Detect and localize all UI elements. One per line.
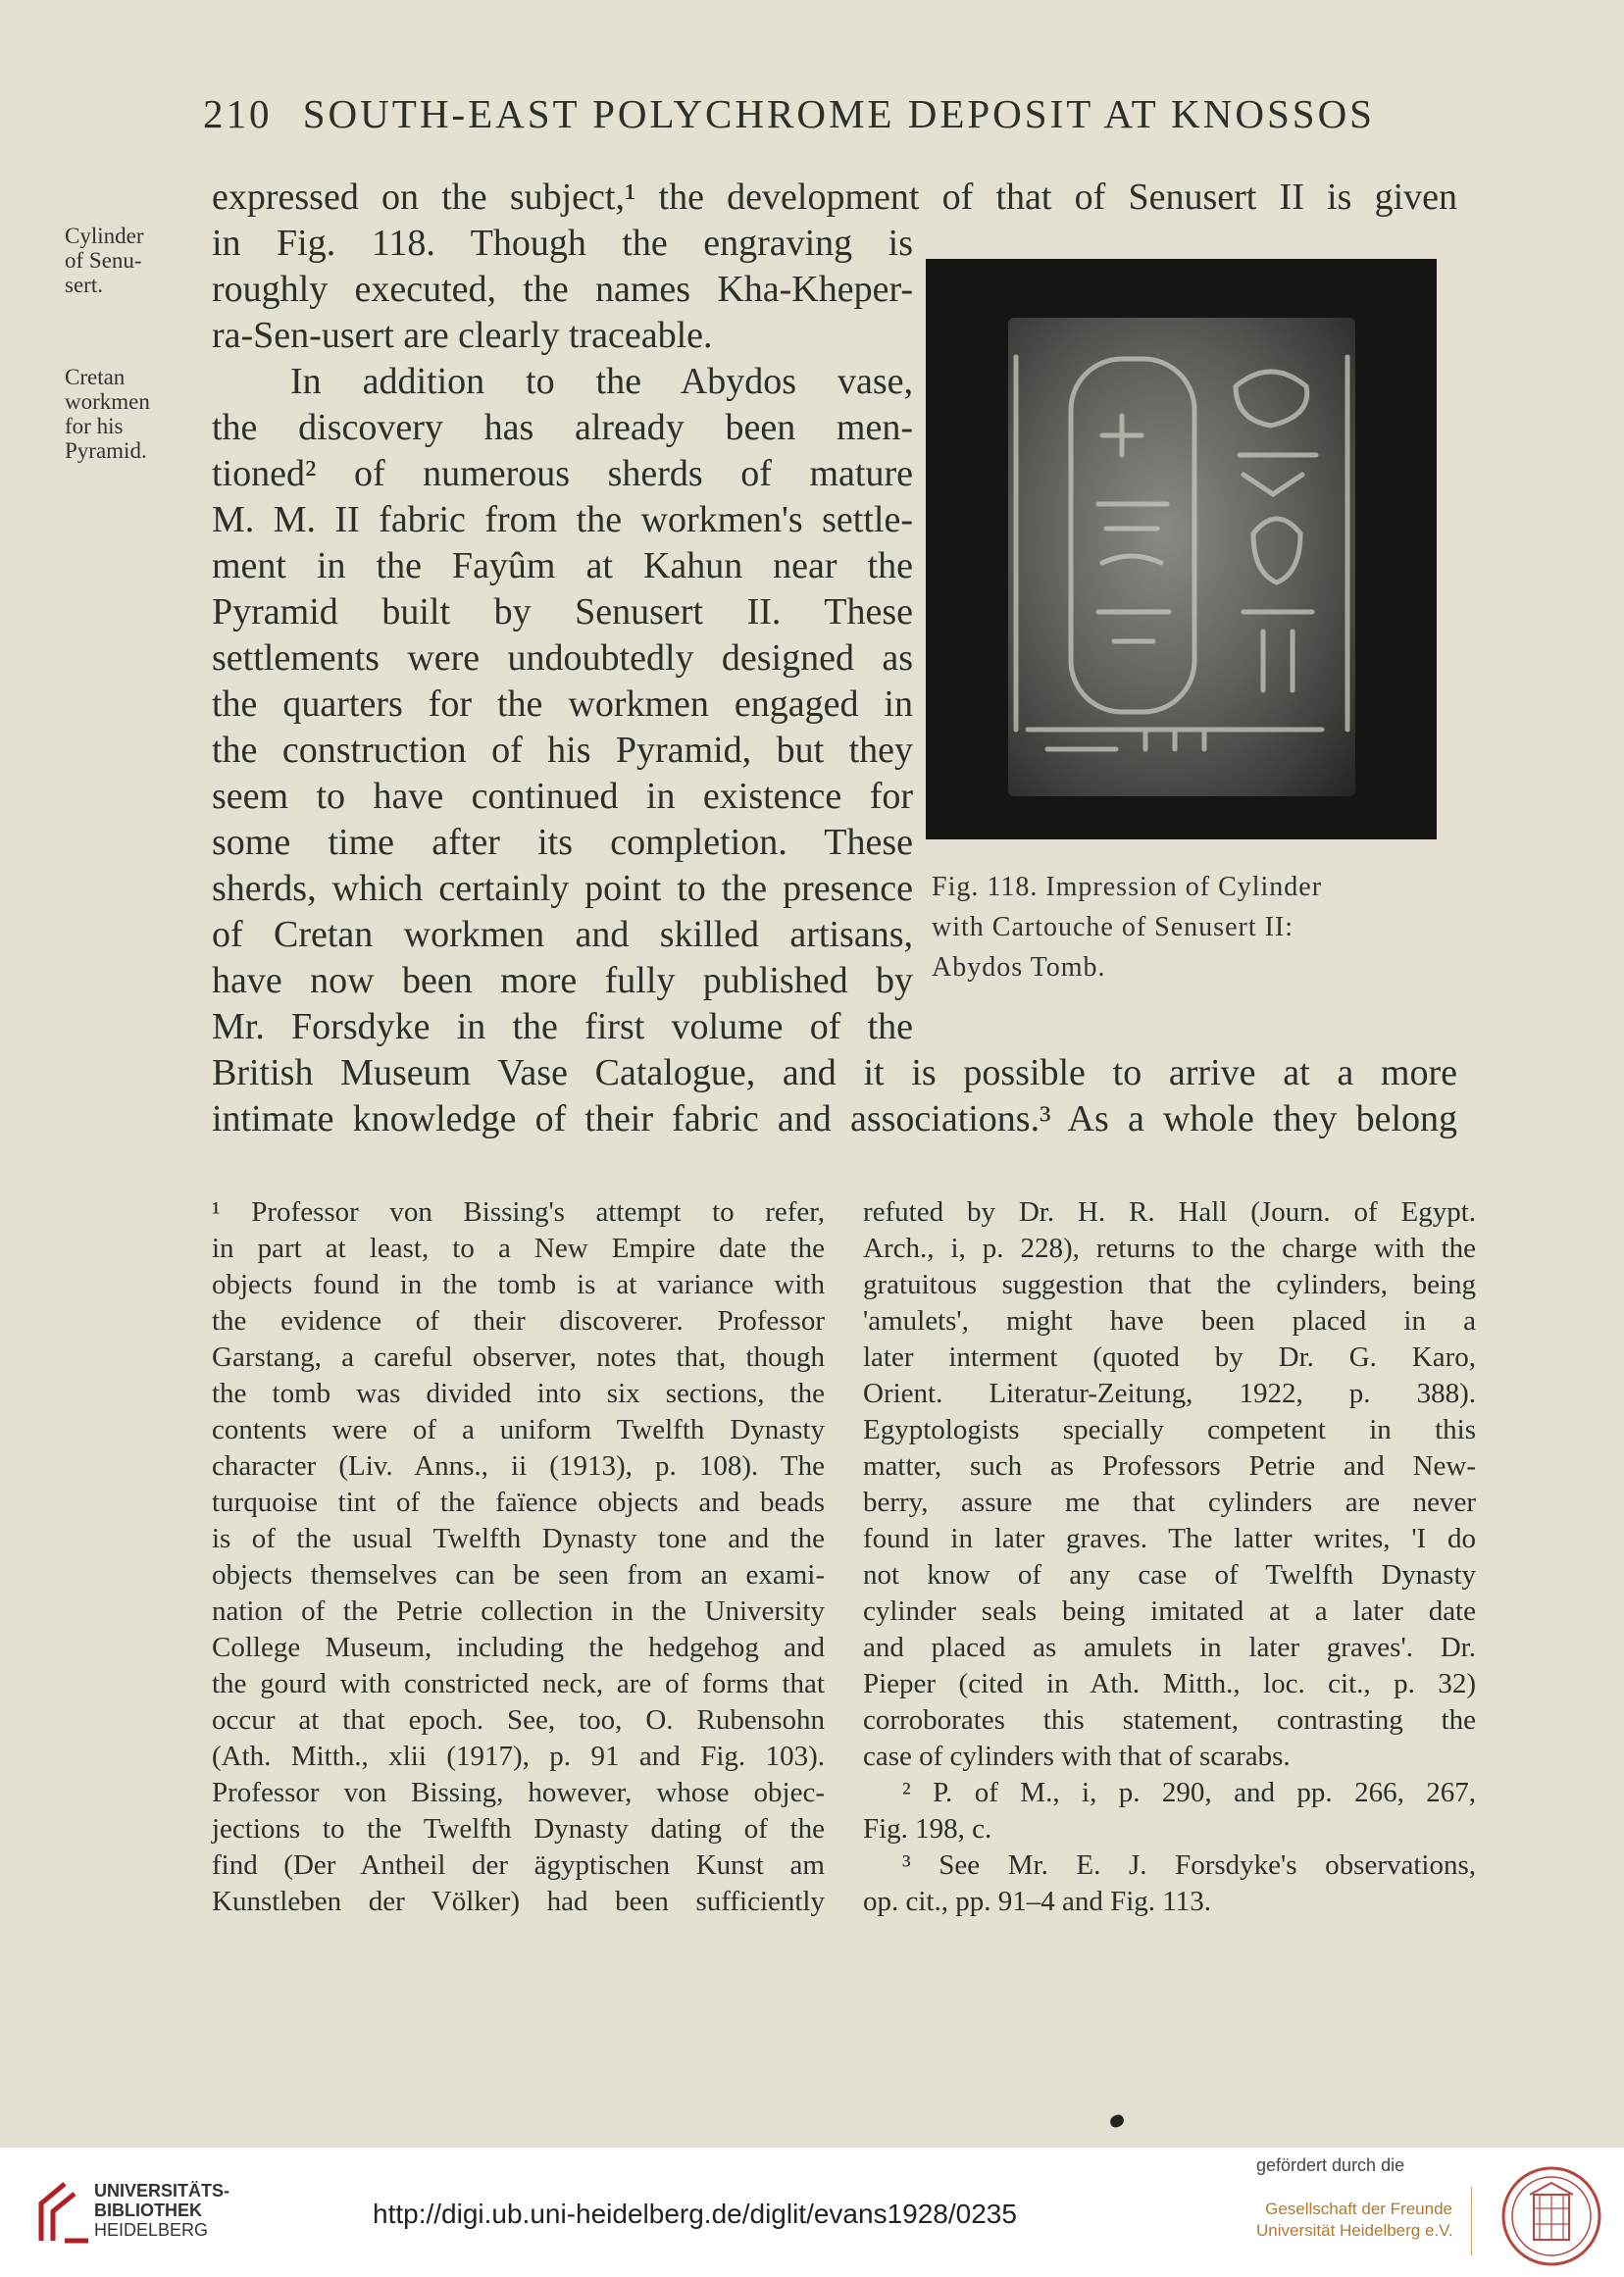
footnote-line: turquoise tint of the faïence objects and beads <box>212 1487 825 1518</box>
university-seal-icon <box>1500 2165 1602 2267</box>
marginal-line: of Senu- <box>65 248 142 273</box>
body-line: have now been more fully published by <box>212 960 913 1001</box>
footnote-line: not know of any case of Twelfth Dynasty <box>863 1559 1476 1591</box>
footnote-line: Kunstleben der Völker) had been sufficiently <box>212 1886 825 1917</box>
marginal-note-cylinder <box>65 224 192 297</box>
footnote-line: in part at least, to a New Empire date the <box>212 1233 825 1264</box>
footnote-line: cylinder seals being imitated at a later date <box>863 1595 1476 1627</box>
footnote-line: matter, such as Professors Petrie and New- <box>863 1450 1476 1482</box>
footnote-line: later interment (quoted by Dr. G. Karo, <box>863 1341 1476 1373</box>
body-paragraph-narrow <box>212 221 913 1050</box>
marginal-line: sert. <box>65 273 103 297</box>
footnote-line: ³ See Mr. E. J. Forsdyke's observations, <box>902 1849 1476 1881</box>
footnote-line: occur at that epoch. See, too, O. Rubensohn <box>212 1704 825 1736</box>
sponsor-line: Universität Heidelberg e.V. <box>1256 2221 1453 2240</box>
body-line: British Museum Vase Catalogue, and it is possible to arrive at a more <box>212 1052 1457 1093</box>
footer-divider <box>1471 2187 1472 2255</box>
body-line: In addition to the Abydos vase, <box>290 361 913 402</box>
marginal-note-cretan <box>65 365 192 463</box>
body-line: Mr. Forsdyke in the first volume of the <box>212 1006 913 1047</box>
body-line: roughly executed, the names Kha-Kheper- <box>212 269 913 310</box>
body-line: ment in the Fayûm at Kahun near the <box>212 545 913 586</box>
marginal-line: Cylinder <box>65 224 144 248</box>
footnote-line: ¹ Professor von Bissing's attempt to refer, <box>212 1196 825 1228</box>
caption-line: with Cartouche of Senusert II: <box>932 912 1294 942</box>
body-line: settlements were undoubtedly designed as <box>212 637 913 679</box>
footnote-line: (Ath. Mitth., xlii (1917), p. 91 and Fig. 103). <box>212 1741 825 1772</box>
figure-118-photo <box>926 259 1437 839</box>
sponsor-name <box>1256 2199 1452 2242</box>
body-line: M. M. II fabric from the workmen's settle- <box>212 499 913 540</box>
body-line: Pyramid built by Senusert II. These <box>212 591 913 632</box>
body-line: the quarters for the workmen engaged in <box>212 683 913 725</box>
footnote-line: Arch., i, p. 228), returns to the charge with the <box>863 1233 1476 1264</box>
running-title: SOUTH-EAST POLYCHROME DEPOSIT AT KNOSSOS <box>302 91 1375 136</box>
footnote-line: Pieper (cited in Ath. Mitth., loc. cit., p. 32) <box>863 1668 1476 1699</box>
library-name <box>94 2181 229 2240</box>
body-line: of Cretan workmen and skilled artisans, <box>212 914 913 955</box>
ink-mark <box>1108 2113 1125 2129</box>
library-line: UNIVERSITÄTS- <box>94 2181 230 2201</box>
footnote-line: is of the usual Twelfth Dynasty tone and the <box>212 1523 825 1554</box>
running-header <box>203 90 1448 137</box>
footnote-line: op. cit., pp. 91–4 and Fig. 113. <box>863 1886 1211 1917</box>
body-line: intimate knowledge of their fabric and associations.³ As a whole they belong <box>212 1098 1457 1139</box>
footnote-line: case of cylinders with that of scarabs. <box>863 1741 1291 1772</box>
footnote-line: contents were of a uniform Twelfth Dynasty <box>212 1414 825 1445</box>
body-line: expressed on the subject,¹ the development of that of Senusert II is given <box>212 177 1457 218</box>
library-line: BIBLIOTHEK <box>94 2201 202 2220</box>
footnote-line: Egyptologists specially competent in this <box>863 1414 1476 1445</box>
footnote-line: the tomb was divided into six sections, the <box>212 1378 825 1409</box>
marginal-line: for his <box>65 414 124 438</box>
permalink-url[interactable]: http://digi.ub.uni-heidelberg.de/diglit/evans1928/0235 <box>373 2199 1017 2229</box>
footnotes-left-column <box>212 1194 825 1920</box>
footnote-line: gratuitous suggestion that the cylinders, being <box>863 1269 1476 1300</box>
body-line: tioned² of numerous sherds of mature <box>212 453 913 494</box>
sponsor-label: gefördert durch die <box>1256 2155 1405 2175</box>
body-paragraph-top <box>212 175 1457 221</box>
library-line: HEIDELBERG <box>94 2220 209 2240</box>
footnote-line: corroborates this statement, contrasting the <box>863 1704 1476 1736</box>
footnote-line: Garstang, a careful observer, notes that, though <box>212 1341 825 1373</box>
caption-line: Abydos Tomb. <box>932 952 1106 983</box>
footnote-line: found in later graves. The latter writes, 'I do <box>863 1523 1476 1554</box>
marginal-line: workmen <box>65 389 150 414</box>
footnote-line: Professor von Bissing, however, whose objec- <box>212 1777 825 1808</box>
page-number: 210 <box>203 91 273 136</box>
caption-line: Fig. 118. Impression of Cylinder <box>932 872 1323 902</box>
footnote-line: College Museum, including the hedgehog and <box>212 1632 825 1663</box>
footnote-line: character (Liv. Anns., ii (1913), p. 108). The <box>212 1450 825 1482</box>
body-line: the discovery has already been men- <box>212 407 913 448</box>
body-line: in Fig. 118. Though the engraving is <box>212 223 913 264</box>
footnote-line: jections to the Twelfth Dynasty dating of the <box>212 1813 825 1845</box>
footnote-line: objects themselves can be seen from an exami- <box>212 1559 825 1591</box>
body-line: ra-Sen-usert are clearly traceable. <box>212 315 713 356</box>
figure-caption <box>932 867 1461 987</box>
footnote-line: the gourd with constricted neck, are of forms that <box>212 1668 825 1699</box>
footnote-line: berry, assure me that cylinders are never <box>863 1487 1476 1518</box>
footnote-line: find (Der Antheil der ägyptischen Kunst am <box>212 1849 825 1881</box>
digitization-footer <box>0 2148 1624 2277</box>
footnote-line: nation of the Petrie collection in the University <box>212 1595 825 1627</box>
marginal-line: Pyramid. <box>65 438 147 463</box>
body-line: seem to have continued in existence for <box>212 776 913 817</box>
marginal-line: Cretan <box>65 365 126 389</box>
footnote-line: 'amulets', might have been placed in a <box>863 1305 1476 1337</box>
cartouche-relief-drawing <box>1008 318 1355 796</box>
footnote-line: ² P. of M., i, p. 290, and pp. 266, 267, <box>902 1777 1476 1808</box>
footnote-line: Orient. Literatur-Zeitung, 1922, p. 388). <box>863 1378 1476 1409</box>
footnote-line: the evidence of their discoverer. Professor <box>212 1305 825 1337</box>
footnote-line: objects found in the tomb is at variance with <box>212 1269 825 1300</box>
body-line: sherds, which certainly point to the presence <box>212 868 913 909</box>
footnote-line: refuted by Dr. H. R. Hall (Journ. of Egypt. <box>863 1196 1476 1228</box>
library-logo-icon <box>35 2178 92 2247</box>
footnotes-right-column <box>863 1194 1476 1920</box>
body-line: the construction of his Pyramid, but they <box>212 730 913 771</box>
body-paragraph-bottom <box>212 1050 1457 1142</box>
body-line: some time after its completion. These <box>212 822 913 863</box>
footnote-line: and placed as amulets in later graves'. Dr. <box>863 1632 1476 1663</box>
footnote-line: Fig. 198, c. <box>863 1813 992 1845</box>
cylinder-impression-image <box>1008 318 1355 796</box>
sponsor-line: Gesellschaft der Freunde <box>1265 2200 1452 2218</box>
